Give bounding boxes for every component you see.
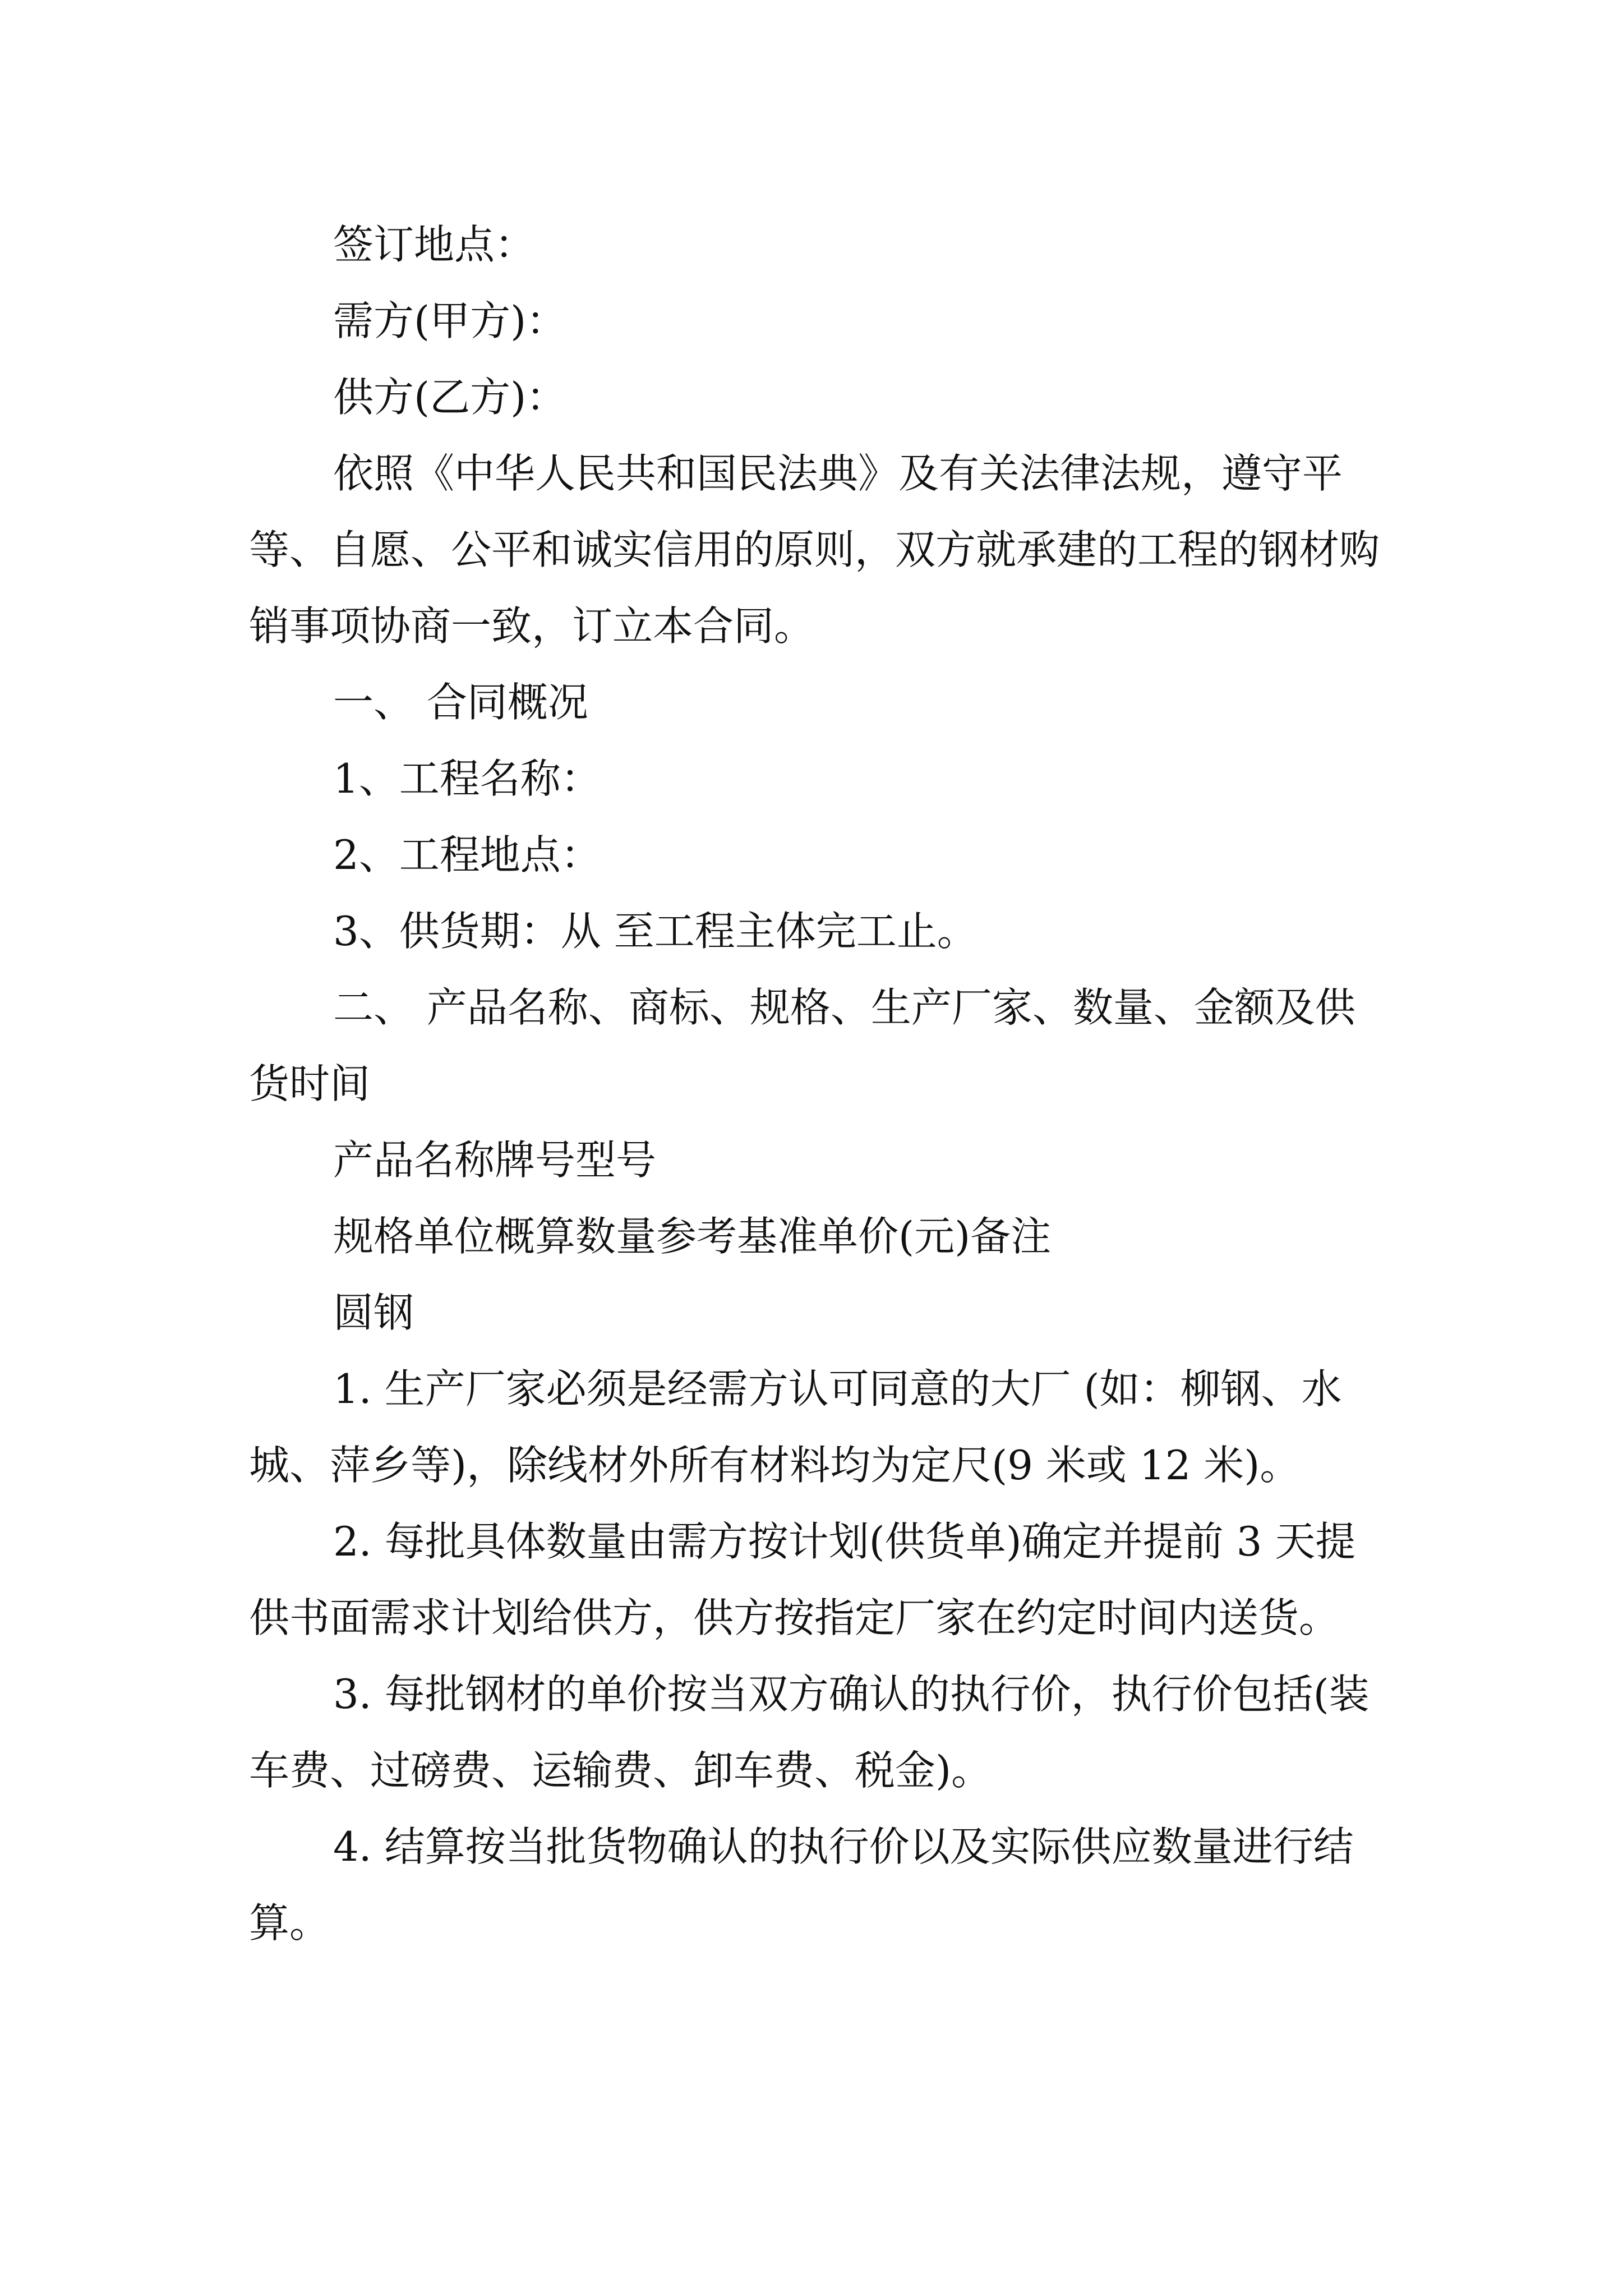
section-1-heading: 一、 合同概况 — [333, 679, 588, 726]
document-body — [249, 206, 1390, 1961]
project-location: 2、工程地点： — [333, 831, 601, 878]
product-round-steel: 圆钢 — [333, 1289, 414, 1336]
party-a-buyer: 需方(甲方)： — [333, 297, 567, 344]
party-b-supplier: 供方(乙方)： — [333, 374, 567, 421]
clause-1: 1. 生产厂家必须是经需方认可同意的大厂 (如：柳钢、水城、萍乡等)，除线材外所有材料均为定尺(9 米或 12 米)。 — [249, 1365, 1342, 1489]
clause-2: 2. 每批具体数量由需方按计划(供货单)确定并提前 3 天提供书面需求计划给供方，供方按指定厂家在约定时间内送货。 — [249, 1518, 1356, 1641]
table-header-line-2: 规格单位概算数量参考基准单价(元)备注 — [333, 1213, 1052, 1260]
preamble-paragraph: 依照《中华人民共和国民法典》及有关法律法规，遵守平等、自愿、公平和诚实信用的原则，双方就承建的工程的钢材购销事项协商一致，订立本合同。 — [249, 450, 1380, 650]
clause-3: 3. 每批钢材的单价按当双方确认的执行价，执行价包括(装车费、过磅费、运输费、卸车费、税金)。 — [249, 1671, 1370, 1794]
clause-4: 4. 结算按当批货物确认的执行价以及实际供应数量进行结算。 — [249, 1823, 1354, 1947]
table-header-line-1: 产品名称牌号型号 — [333, 1137, 657, 1184]
section-2-heading: 二、 产品名称、商标、规格、生产厂家、数量、金额及供货时间 — [249, 984, 1355, 1107]
supply-period: 3、供货期：从 至工程主体完工止。 — [333, 908, 978, 955]
project-name: 1、工程名称： — [333, 755, 601, 802]
signing-place: 签订地点： — [333, 221, 536, 268]
